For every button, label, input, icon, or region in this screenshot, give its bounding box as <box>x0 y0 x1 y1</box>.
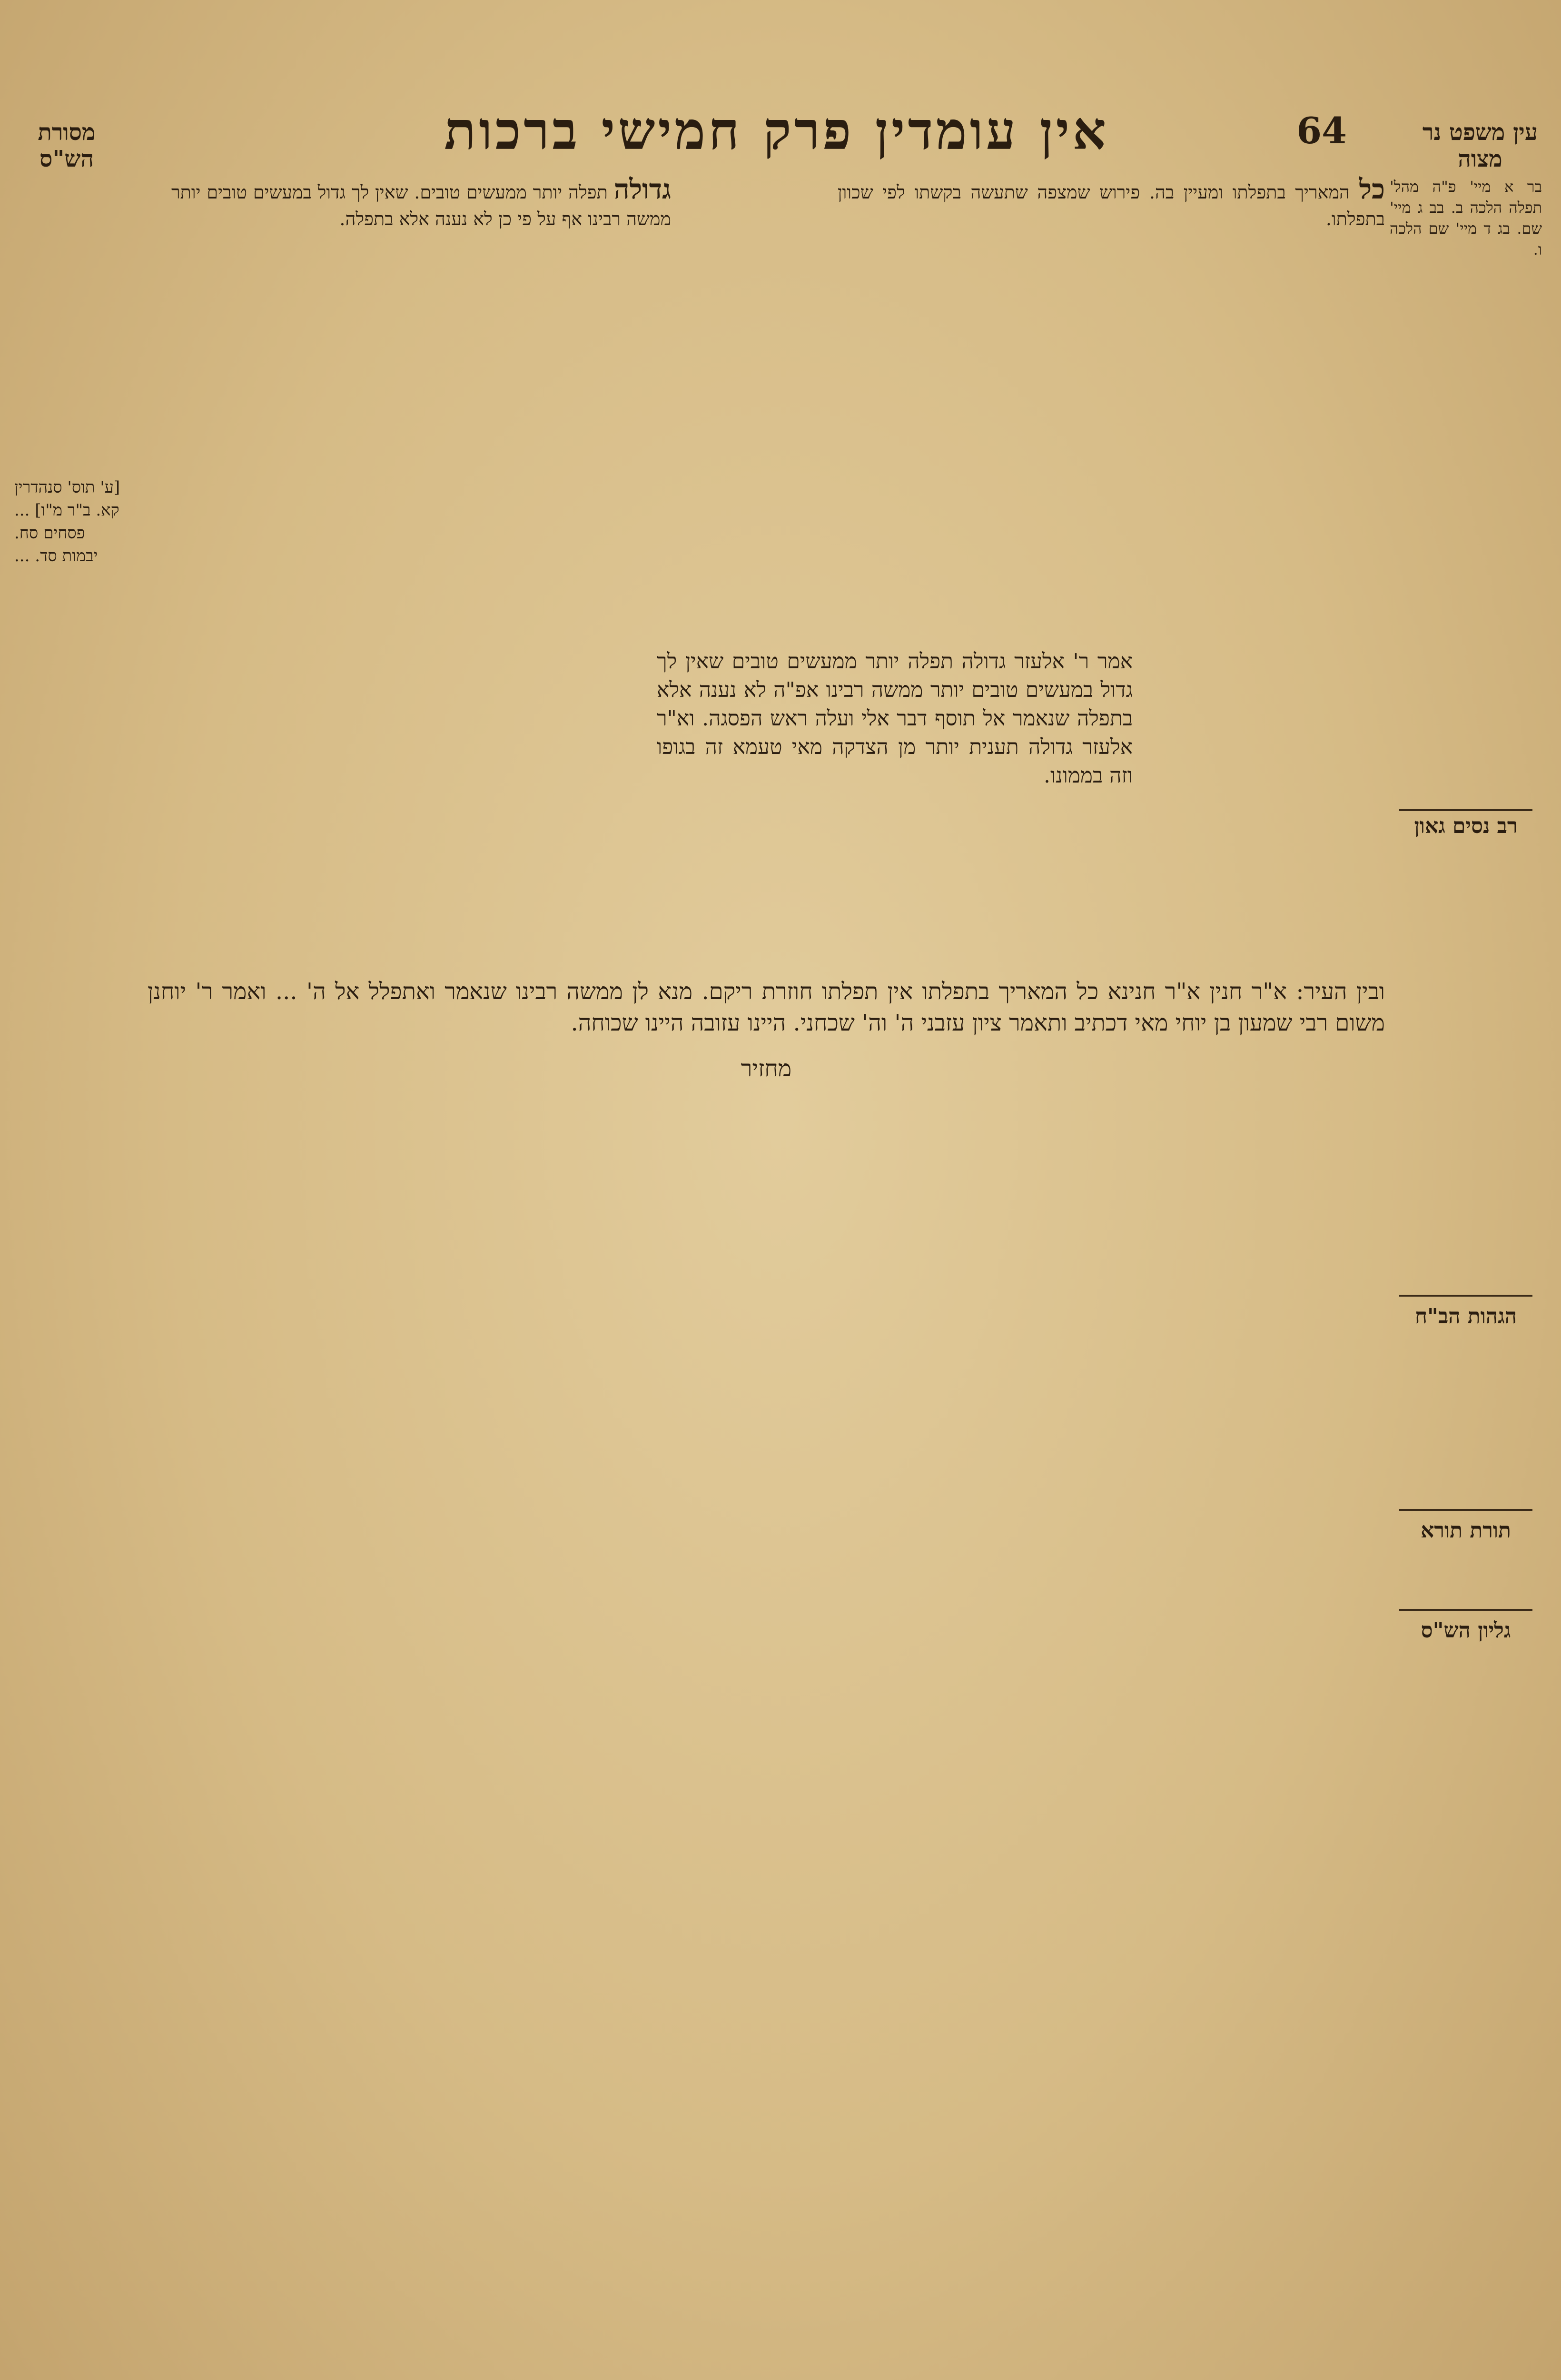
rashi-lead-word: גדולה <box>613 173 671 205</box>
divider <box>1399 1609 1532 1611</box>
divider <box>1399 1295 1532 1297</box>
tosafot-text: המאריך בתפלתו ומעיין בה. פירוש שמצפה שתעשה בקשתו לפי שכוון בתפלתו. <box>838 182 1385 229</box>
torat-tora-header: תורת תורא <box>1421 1518 1511 1543</box>
gilyon-hashas-header: גליון הש"ס <box>1421 1618 1511 1643</box>
rav-nissim-header: רב נסים גאון <box>1414 814 1518 838</box>
ein-mishpat-column <box>1390 176 1542 260</box>
main-text: ובין העיר: א"ר חנין א"ר חנינא כל המאריך בתפלתו אין תפלתו חוזרת ריקם. מנא לן ממשה רבינו שנאמר ואתפלל אל ה' ... ואמר ר' יוחנן משום רבי שמעון בן יוחי מאי דכתיב ותאמר ציון עזבני ה' וה' שכחני. היינו עזובה היינו שכוחה. <box>148 978 1385 1036</box>
gemara-text: אמר ר' אלעזר גדולה תפלה יותר ממעשים טובים שאין לך גדול במעשים טובים יותר ממשה רבינו אפ"ה לא נענה אלא בתפלה שנאמר אל תוסף דבר אלי ועלה ראש הפסגה. וא"ר אלעזר גדולה תענית יותר מן הצדקה מאי טעמא זה בגופו וזה בממונו. <box>657 649 1133 788</box>
rashi-text: תפלה יותר ממעשים טובים. שאין לך גדול במעשים טובים יותר ממשה רבינו אף על פי כן לא נענה אלא בתפלה. <box>171 182 671 229</box>
divider <box>1399 1509 1532 1511</box>
page-number: 64 <box>1296 109 1347 152</box>
divider <box>1399 809 1532 811</box>
ein-mishpat-text: בר א מיי' פ"ה מהל' תפלה הלכה ב. בב ג מיי' שם. בג ד מיי' שם הלכה ו. <box>1390 178 1542 258</box>
tosafot-lead-word: כל <box>1359 173 1385 205</box>
gemara-column <box>657 647 1133 790</box>
hagahot-header: הגהות הב"ח <box>1414 1304 1517 1329</box>
masoret-text: [ע' תוס' סנהדרין קא. ב"ר מ"ו] ... פסחים סח. יבמות סד. ... <box>14 478 120 565</box>
main-text-block <box>148 976 1385 1084</box>
page-header <box>0 90 1561 176</box>
masoret-hashas-header: מסורת הש"ס <box>38 119 96 172</box>
masoret-hashas-column <box>14 476 124 567</box>
rashi-column <box>171 173 671 232</box>
ein-mishpat-header: עין משפט נר מצוה <box>1422 119 1538 172</box>
tosafot-column <box>838 173 1385 232</box>
catchword: מחזיר <box>741 1055 792 1082</box>
chapter-title: אין עומדין פרק חמישי ברכות <box>444 100 1109 161</box>
